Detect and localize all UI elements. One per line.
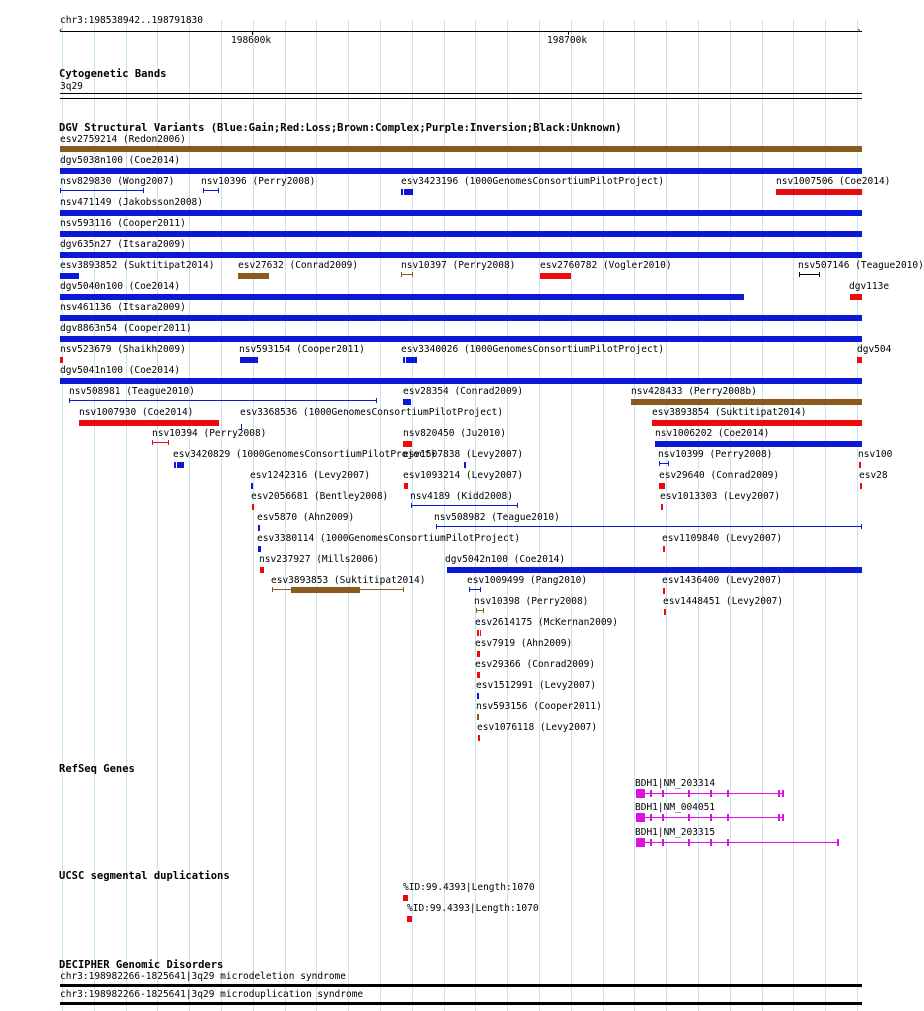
dgv-feature-line[interactable] [411, 505, 518, 506]
dgv-feature-bar[interactable] [252, 504, 254, 510]
dgv-feature-stripe [405, 357, 406, 363]
dgv-feature-cap [218, 188, 219, 193]
gene-exon [778, 790, 780, 797]
dgv-feature-line[interactable] [203, 190, 219, 191]
gene-exon [650, 814, 652, 821]
dgv-feature-line[interactable] [60, 190, 144, 191]
dgv-feature-label: dgv635n27 (Itsara2009) [60, 239, 186, 250]
ruler-tick-label: 198600k [231, 35, 272, 46]
dgv-feature-bar[interactable] [464, 462, 466, 468]
dgv-feature-bar[interactable] [663, 546, 665, 552]
dgv-feature-label: esv3420829 (1000GenomesConsortiumPilotProject) [173, 449, 437, 460]
gene-exon [710, 790, 712, 797]
gene-exon [710, 814, 712, 821]
dgv-feature-cap [517, 503, 518, 508]
dgv-feature-label: esv29366 (Conrad2009) [475, 659, 596, 670]
dgv-feature-bar[interactable] [60, 336, 862, 342]
dgv-feature-label: esv2759214 (Redon2006) [60, 134, 186, 145]
dgv-feature-label: dgv5040n100 (Coe2014) [60, 281, 181, 292]
dgv-feature-bar[interactable] [60, 294, 744, 300]
dgv-feature-cap [401, 272, 402, 277]
dgv-feature-label: nsv820450 (Ju2010) [403, 428, 506, 439]
dgv-feature-cap [483, 608, 484, 613]
gene-exon [662, 790, 664, 797]
dgv-feature-bar[interactable] [477, 672, 480, 678]
gene-exon[interactable] [636, 838, 645, 847]
gene-exon [650, 790, 652, 797]
dgv-feature-core [291, 587, 360, 593]
dgv-feature-cap [480, 587, 481, 592]
dgv-feature-bar[interactable] [447, 567, 862, 573]
dgv-feature-label: nsv593154 (Cooper2011) [239, 344, 365, 355]
dgv-feature-label: esv28 [859, 470, 888, 481]
dgv-feature-bar[interactable] [404, 483, 408, 489]
dgv-feature-bar[interactable] [631, 399, 862, 405]
dgv-feature-label: nsv10399 (Perry2008) [658, 449, 773, 460]
dgv-feature-cap [469, 587, 470, 592]
gene-exon [837, 839, 839, 846]
dgv-feature-label: dgv5042n100 (Coe2014) [445, 554, 566, 565]
gene-exon [782, 814, 784, 821]
dgv-feature-bar[interactable] [477, 693, 479, 699]
gene-exon [782, 790, 784, 797]
dgv-feature-cap [412, 272, 413, 277]
dgv-feature-bar[interactable] [60, 231, 862, 237]
decipher-bar[interactable] [60, 984, 862, 987]
dgv-feature-cap [861, 524, 862, 529]
dgv-feature-bar[interactable] [258, 546, 261, 552]
ruler-axis [60, 31, 862, 32]
dgv-feature-label: dgv113e [849, 281, 890, 292]
dgv-feature-label: nsv461136 (Itsara2009) [60, 302, 186, 313]
dgv-feature-label: esv7919 (Ahn2009) [475, 638, 573, 649]
dgv-feature-cap [668, 461, 669, 466]
location-label: chr3:198538942..198791830 [60, 15, 203, 26]
dgv-feature-label: nsv1007930 (Coe2014) [79, 407, 194, 418]
gene-label: BDH1|NM_203314 [635, 778, 716, 789]
gene-exon [688, 814, 690, 821]
dgv-feature-label: nsv10396 (Perry2008) [201, 176, 316, 187]
dgv-feature-bar[interactable] [60, 168, 862, 174]
dgv-feature-cap [152, 440, 153, 445]
dgv-feature-stripe [176, 462, 177, 468]
dgv-feature-label: nsv508981 (Teague2010) [69, 386, 195, 397]
dgv-feature-label: esv5870 (Ahn2009) [257, 512, 355, 523]
dgv-feature-bar[interactable] [60, 252, 862, 258]
gene-exon [650, 839, 652, 846]
dgv-feature-bar[interactable] [663, 588, 665, 594]
dgv-feature-label: esv29640 (Conrad2009) [659, 470, 780, 481]
dgv-feature-bar[interactable] [477, 651, 480, 657]
dgv-feature-label: nsv428433 (Perry2008b) [631, 386, 757, 397]
dgv-feature-label: dgv5038n100 (Coe2014) [60, 155, 181, 166]
dgv-feature-bar[interactable] [60, 357, 63, 363]
track-title-segmental-duplications: UCSC segmental duplications [59, 870, 230, 882]
dgv-feature-bar[interactable] [477, 714, 479, 720]
dgv-feature-label: nsv100 [858, 449, 893, 460]
dgv-feature-bar[interactable] [860, 483, 862, 489]
dgv-feature-bar[interactable] [238, 273, 269, 279]
decipher-label: chr3:198982266-1825641|3q29 microduplication syndrome [60, 989, 364, 1000]
dgv-feature-bar[interactable] [403, 441, 412, 447]
dgv-feature-label: nsv523679 (Shaikh2009) [60, 344, 186, 355]
dgv-feature-label: esv1436400 (Levy2007) [662, 575, 783, 586]
dgv-feature-bar[interactable] [652, 420, 862, 426]
dgv-feature-label: dgv8863n54 (Cooper2011) [60, 323, 192, 334]
ruler-left-arrow: ‹ [58, 26, 64, 36]
dgv-feature-cap [168, 440, 169, 445]
gene-label: BDH1|NM_203315 [635, 827, 716, 838]
segdup-bar[interactable] [403, 895, 408, 901]
dgv-feature-label: esv1093214 (Levy2007) [403, 470, 524, 481]
dgv-feature-bar[interactable] [60, 378, 862, 384]
gene-exon[interactable] [636, 813, 645, 822]
dgv-feature-cap [659, 461, 660, 466]
dgv-feature-bar[interactable] [79, 420, 219, 426]
segdup-label: %ID:99.4393|Length:1070 [403, 882, 535, 893]
dgv-feature-bar[interactable] [859, 462, 861, 468]
dgv-feature-cap [60, 188, 61, 193]
gene-exon[interactable] [636, 789, 645, 798]
cytoband-line [60, 93, 862, 94]
dgv-feature-bar[interactable] [60, 146, 862, 152]
gene-label: BDH1|NM_004051 [635, 802, 716, 813]
dgv-feature-bar[interactable] [60, 210, 862, 216]
dgv-feature-label: nsv10398 (Perry2008) [474, 596, 589, 607]
segdup-label: %ID:99.4393|Length:1070 [407, 903, 539, 914]
dgv-feature-label: nsv593156 (Cooper2011) [476, 701, 602, 712]
dgv-feature-cap [411, 503, 412, 508]
dgv-feature-label: esv3423196 (1000GenomesConsortiumPilotProject) [401, 176, 665, 187]
dgv-feature-stripe [403, 189, 404, 195]
dgv-feature-bar[interactable] [857, 357, 862, 363]
cytoband-label: 3q29 [60, 81, 83, 92]
dgv-feature-label: nsv508982 (Teague2010) [434, 512, 560, 523]
gene-intron-line[interactable] [645, 817, 783, 818]
dgv-feature-bar[interactable] [60, 315, 862, 321]
dgv-feature-label: esv1448451 (Levy2007) [663, 596, 784, 607]
track-title-cytogenetic-bands: Cytogenetic Bands [59, 68, 167, 80]
dgv-feature-label: nsv10397 (Perry2008) [401, 260, 516, 271]
dgv-feature-cap [476, 608, 477, 613]
dgv-feature-label: esv2760782 (Vogler2010) [540, 260, 672, 271]
gene-exon [710, 839, 712, 846]
dgv-feature-label: esv28354 (Conrad2009) [403, 386, 524, 397]
dgv-feature-bar[interactable] [661, 504, 663, 510]
dgv-feature-bar[interactable] [540, 273, 571, 279]
dgv-feature-bar[interactable] [478, 735, 480, 741]
gene-exon [662, 814, 664, 821]
dgv-feature-bar[interactable] [60, 273, 79, 279]
dgv-feature-label: esv3893852 (Suktitipat2014) [60, 260, 215, 271]
dgv-feature-label: esv3893853 (Suktitipat2014) [271, 575, 426, 586]
dgv-feature-line[interactable] [436, 526, 862, 527]
dgv-feature-label: nsv1006202 (Coe2014) [655, 428, 770, 439]
ruler-tick-label: 198700k [547, 35, 588, 46]
dgv-feature-bar[interactable] [776, 189, 862, 195]
dgv-feature-line[interactable] [799, 274, 820, 275]
dgv-feature-bar[interactable] [664, 609, 666, 615]
dgv-feature-line[interactable] [152, 442, 169, 443]
dgv-feature-cap [69, 398, 70, 403]
dgv-feature-label: esv1512991 (Levy2007) [476, 680, 597, 691]
track-title-refseq-genes: RefSeq Genes [59, 763, 135, 775]
dgv-feature-label: nsv829830 (Wong2007) [60, 176, 175, 187]
dgv-feature-label: dgv504 [857, 344, 892, 355]
decipher-label: chr3:198982266-1825641|3q29 microdeletion syndrome [60, 971, 346, 982]
dgv-feature-bar[interactable] [403, 399, 411, 405]
dgv-feature-label: esv3368536 (1000GenomesConsortiumPilotProject) [240, 407, 504, 418]
dgv-feature-bar[interactable] [850, 294, 862, 300]
dgv-feature-line[interactable] [69, 400, 377, 401]
dgv-feature-cap [403, 587, 404, 592]
cytoband-line [60, 98, 862, 99]
dgv-feature-cap [436, 524, 437, 529]
gene-intron-line[interactable] [645, 793, 783, 794]
gene-exon [727, 839, 729, 846]
track-title-dgv: DGV Structural Variants (Blue:Gain;Red:Loss;Brown:Complex;Purple:Inversion;Black:Unknown) [59, 122, 622, 134]
segdup-bar[interactable] [407, 916, 412, 922]
dgv-feature-label: esv3893854 (Suktitipat2014) [652, 407, 807, 418]
dgv-feature-label: nsv4189 (Kidd2008) [410, 491, 513, 502]
dgv-feature-label: nsv10394 (Perry2008) [152, 428, 267, 439]
dgv-feature-label: nsv507146 (Teague2010) [798, 260, 924, 271]
gene-exon [727, 790, 729, 797]
dgv-feature-cap [376, 398, 377, 403]
dgv-feature-cap [819, 272, 820, 277]
dgv-feature-label: esv1242316 (Levy2007) [250, 470, 371, 481]
gene-exon [688, 790, 690, 797]
dgv-feature-label: nsv1007506 (Coe2014) [776, 176, 891, 187]
gene-exon [727, 814, 729, 821]
dgv-feature-cap [799, 272, 800, 277]
dgv-feature-label: dgv5041n100 (Coe2014) [60, 365, 181, 376]
dgv-feature-bar[interactable] [260, 567, 264, 573]
dgv-feature-label: esv3380114 (1000GenomesConsortiumPilotProject) [257, 533, 521, 544]
dgv-feature-bar[interactable] [655, 441, 862, 447]
dgv-feature-bar[interactable] [240, 357, 258, 363]
ruler-right-arrow: › [856, 26, 862, 36]
dgv-feature-label: esv1076118 (Levy2007) [477, 722, 598, 733]
dgv-feature-label: esv1013303 (Levy2007) [660, 491, 781, 502]
dgv-feature-label: esv1009499 (Pang2010) [467, 575, 588, 586]
dgv-feature-label: esv1507838 (Levy2007) [403, 449, 524, 460]
gene-exon [688, 839, 690, 846]
dgv-feature-bar[interactable] [659, 483, 665, 489]
dgv-feature-bar[interactable] [258, 525, 260, 531]
dgv-feature-label: esv1109840 (Levy2007) [662, 533, 783, 544]
dgv-feature-cap [272, 587, 273, 592]
track-title-decipher: DECIPHER Genomic Disorders [59, 959, 224, 971]
dgv-feature-label: nsv471149 (Jakobsson2008) [60, 197, 203, 208]
dgv-feature-bar[interactable] [251, 483, 253, 489]
dgv-feature-label: esv2614175 (McKernan2009) [475, 617, 618, 628]
dgv-feature-label: esv2056681 (Bentley2008) [251, 491, 389, 502]
dgv-feature-label: nsv237927 (Mills2006) [259, 554, 380, 565]
dgv-feature-cap [143, 188, 144, 193]
gene-exon [662, 839, 664, 846]
gene-exon [778, 814, 780, 821]
dgv-feature-stripe [479, 630, 480, 636]
dgv-feature-label: esv27632 (Conrad2009) [238, 260, 359, 271]
decipher-bar[interactable] [60, 1002, 862, 1005]
dgv-feature-cap [203, 188, 204, 193]
dgv-feature-label: esv3340026 (1000GenomesConsortiumPilotProject) [401, 344, 665, 355]
gene-intron-line[interactable] [645, 842, 838, 843]
dgv-feature-label: nsv593116 (Cooper2011) [60, 218, 186, 229]
